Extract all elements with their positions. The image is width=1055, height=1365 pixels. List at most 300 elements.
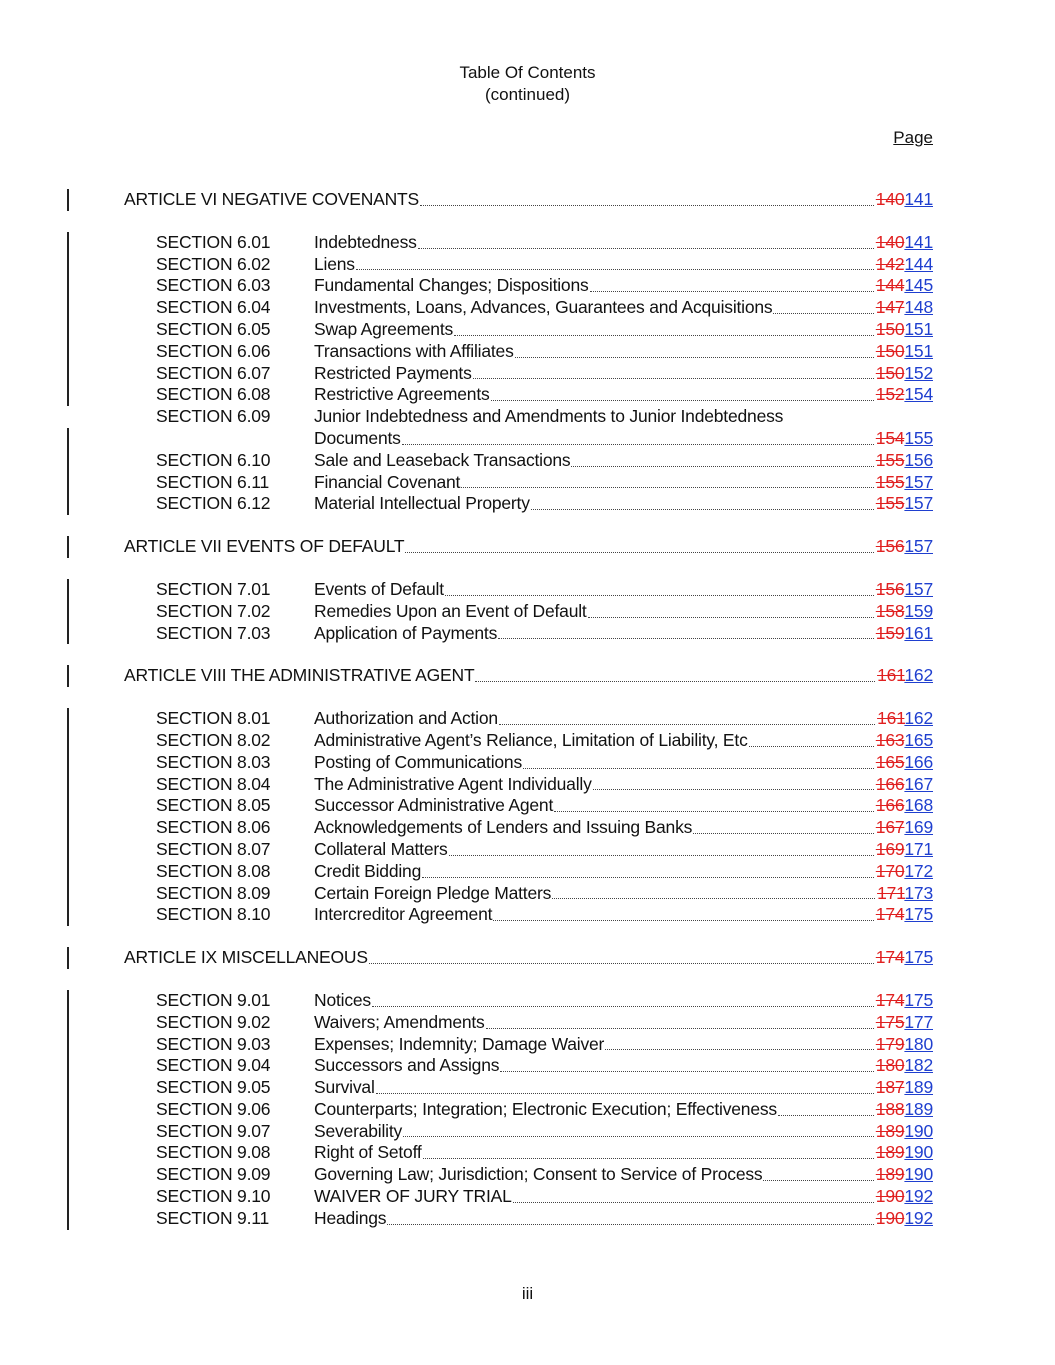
section-number: SECTION 9.03: [156, 1033, 271, 1054]
section-number: SECTION 9.08: [156, 1142, 271, 1163]
section-number: SECTION 8.05: [156, 795, 271, 816]
section-number: SECTION 9.11: [156, 1207, 270, 1228]
toc-section-row: [0, 883, 1055, 905]
deleted-page-number: 152: [875, 384, 905, 405]
page-ref: [877, 665, 933, 687]
section-number: SECTION 8.02: [156, 729, 271, 750]
inserted-page-link[interactable]: 173: [904, 882, 933, 903]
inserted-page-link[interactable]: 168: [904, 795, 933, 816]
dot-leader: [693, 817, 874, 834]
inserted-page-link[interactable]: 175: [904, 904, 933, 925]
page-column-label: Page: [893, 128, 933, 147]
inserted-page-link[interactable]: 190: [904, 1120, 933, 1141]
inserted-page-link[interactable]: 152: [904, 362, 933, 383]
section-number: SECTION 8.10: [156, 904, 271, 925]
deleted-page-number: 190: [875, 1207, 905, 1228]
toc-section-row: [0, 623, 1055, 645]
section-title: Fundamental Changes; Dispositions: [314, 275, 589, 296]
section-title: Certain Foreign Pledge Matters: [314, 882, 552, 903]
section-title: Indebtedness: [314, 231, 417, 252]
toc-entry-line: [314, 623, 933, 645]
section-title: Expenses; Indemnity; Damage Waiver: [314, 1033, 605, 1054]
toc-section-row: [0, 1142, 1055, 1164]
section-title: Material Intellectual Property: [314, 493, 530, 514]
change-bar: [67, 1186, 69, 1208]
change-bar: [67, 384, 69, 406]
section-title: Successors and Assigns: [314, 1055, 500, 1076]
inserted-page-link[interactable]: 157: [904, 493, 933, 514]
toc-spacer: [0, 211, 1055, 232]
section-title: Posting of Communications: [314, 751, 523, 772]
toc-section-row: [0, 839, 1055, 861]
deleted-page-number: 150: [875, 340, 905, 361]
page-ref: [876, 817, 933, 839]
section-title: Junior Indebtedness and Amendments to Junior Indebtedness: [314, 406, 784, 427]
change-bar: [67, 579, 69, 601]
section-title: Right of Setoff: [314, 1142, 422, 1163]
dot-leader: [403, 1121, 874, 1138]
dot-leader: [498, 623, 874, 640]
inserted-page-link[interactable]: 151: [904, 340, 933, 361]
toc-section-row: [0, 1077, 1055, 1099]
change-bar: [67, 1164, 69, 1186]
dot-leader: [473, 363, 874, 380]
section-title: Financial Covenant: [314, 471, 461, 492]
dot-leader: [387, 1208, 873, 1225]
toc-article-row: [0, 665, 1055, 687]
deleted-page-number: 163: [875, 729, 905, 750]
toc-entry-line: [314, 730, 933, 752]
inserted-page-link[interactable]: 189: [904, 1077, 933, 1098]
page-ref: [876, 947, 933, 969]
deleted-page-number: 140: [875, 189, 905, 209]
dot-leader: [499, 708, 875, 725]
toc-subtitle: (continued): [484, 85, 571, 104]
section-title: Application of Payments: [314, 622, 498, 643]
deleted-page-number: 154: [875, 427, 905, 448]
dot-leader: [461, 472, 874, 489]
deleted-page-number: 189: [875, 1120, 905, 1141]
toc-section-row: [0, 708, 1055, 730]
toc-section-row: [0, 428, 1055, 450]
inserted-page-link[interactable]: 156: [904, 449, 933, 470]
toc-entry-line: [314, 1186, 933, 1208]
change-bar: [67, 254, 69, 276]
section-number: SECTION 6.03: [156, 275, 271, 296]
change-bar: [67, 883, 69, 905]
deleted-page-number: 170: [875, 860, 905, 881]
page-ref: [876, 839, 933, 861]
dot-leader: [493, 904, 874, 921]
inserted-page-link[interactable]: 145: [904, 275, 933, 296]
deleted-page-number: 188: [875, 1098, 905, 1119]
inserted-page-link[interactable]: 162: [904, 665, 933, 686]
page-ref: [876, 774, 933, 796]
section-title: Transactions with Affiliates: [314, 340, 514, 361]
change-bar: [67, 341, 69, 363]
section-number: SECTION 9.09: [156, 1164, 271, 1185]
toc-entry-line: [314, 817, 933, 839]
toc-entry-line: [314, 472, 933, 494]
toc-section-row: [0, 1208, 1055, 1230]
deleted-page-number: 166: [875, 773, 905, 794]
dot-leader: [593, 774, 874, 791]
inserted-page-link[interactable]: 167: [904, 773, 933, 794]
inserted-page-link[interactable]: 166: [904, 751, 933, 772]
deleted-page-number: 156: [875, 536, 905, 557]
page-ref: [876, 990, 933, 1012]
toc-entry-line: [314, 601, 933, 623]
change-bar: [67, 1208, 69, 1230]
dot-leader: [372, 990, 874, 1007]
toc-spacer: [0, 515, 1055, 536]
toc-entry-line: [314, 450, 933, 472]
inserted-page-link[interactable]: 157: [904, 471, 933, 492]
section-title: Documents: [314, 427, 401, 448]
toc-header: [0, 62, 1055, 106]
deleted-page-number: 190: [875, 1186, 905, 1207]
toc-section-row: [0, 297, 1055, 319]
page-ref: [876, 623, 933, 645]
toc-entry-line: [314, 254, 933, 276]
toc-section-row: [0, 795, 1055, 817]
deleted-page-number: 161: [877, 708, 905, 729]
change-bar: [67, 319, 69, 341]
toc-section-row: [0, 232, 1055, 254]
toc-entry-line: [314, 1099, 933, 1121]
inserted-page-link[interactable]: 148: [904, 297, 933, 318]
toc-entry-line: [314, 428, 933, 450]
toc-section-row: [0, 1099, 1055, 1121]
change-bar: [67, 1099, 69, 1121]
dot-leader: [552, 883, 875, 900]
section-title: Severability: [314, 1120, 403, 1141]
deleted-page-number: 159: [875, 622, 905, 643]
section-number: SECTION 7.01: [156, 578, 271, 599]
deleted-page-number: 165: [875, 751, 905, 772]
toc-section-row: [0, 254, 1055, 276]
dot-leader: [418, 232, 874, 249]
change-bar: [67, 1012, 69, 1034]
deleted-page-number: 189: [875, 1142, 905, 1163]
section-title: Authorization and Action: [314, 708, 498, 729]
change-bar: [67, 861, 69, 883]
toc-entry-line: [314, 1164, 933, 1186]
section-number: SECTION 9.06: [156, 1098, 271, 1119]
toc-entry-line: [314, 904, 933, 926]
dot-leader: [554, 795, 874, 812]
dot-leader: [515, 341, 874, 358]
toc-entry-line: [124, 665, 933, 687]
toc-section-row: [0, 1055, 1055, 1077]
section-title: Waivers; Amendments: [314, 1011, 485, 1032]
article-title: ARTICLE VII EVENTS OF DEFAULT: [124, 536, 405, 557]
toc-spacer: [0, 558, 1055, 579]
toc-list: [0, 189, 1055, 1230]
section-number: SECTION 9.02: [156, 1011, 271, 1032]
inserted-page-link[interactable]: 192: [904, 1207, 933, 1228]
toc-entry-line: [314, 406, 933, 428]
dot-leader: [763, 1164, 873, 1181]
section-title: Restrictive Agreements: [314, 384, 490, 405]
toc-entry-line: [124, 536, 933, 558]
section-number: SECTION 6.08: [156, 384, 271, 405]
inserted-page-link[interactable]: 151: [904, 318, 933, 339]
section-title: Administrative Agent’s Reliance, Limitation of Liability, Etc: [314, 729, 748, 750]
inserted-page-link[interactable]: 182: [904, 1055, 933, 1076]
dot-leader: [588, 601, 874, 618]
page-ref: [876, 1012, 933, 1034]
change-bar: [67, 189, 69, 211]
toc-section-row: [0, 1186, 1055, 1208]
toc-entry-line: [314, 1055, 933, 1077]
deleted-page-number: 174: [875, 947, 905, 968]
inserted-page-link[interactable]: 141: [904, 189, 933, 209]
change-bar: [67, 493, 69, 515]
section-number: SECTION 6.07: [156, 362, 271, 383]
toc-entry-line: [314, 774, 933, 796]
page-ref: [876, 384, 933, 406]
page-ref: [876, 1142, 933, 1164]
change-bar: [67, 904, 69, 926]
dot-leader: [422, 861, 874, 878]
toc-section-row: [0, 904, 1055, 926]
change-bar: [67, 275, 69, 297]
dot-leader: [454, 319, 874, 336]
toc-section-row: [0, 450, 1055, 472]
deleted-page-number: 174: [875, 904, 905, 925]
page-ref: [876, 450, 933, 472]
page-ref: [876, 1208, 933, 1230]
section-number: SECTION 9.07: [156, 1120, 271, 1141]
inserted-page-link[interactable]: 189: [904, 1098, 933, 1119]
deleted-page-number: 171: [877, 882, 905, 903]
section-number: SECTION 8.01: [156, 708, 271, 729]
page-ref: [876, 341, 933, 363]
inserted-page-link[interactable]: 154: [904, 384, 933, 405]
toc-entry-line: [314, 275, 933, 297]
dot-leader: [571, 450, 873, 467]
inserted-page-link[interactable]: 157: [904, 578, 933, 599]
page-ref: [876, 1077, 933, 1099]
toc-section-row: [0, 579, 1055, 601]
toc-section-row: [0, 384, 1055, 406]
section-title: Headings: [314, 1207, 387, 1228]
toc-entry-line: [124, 189, 933, 211]
page-number: iii: [521, 1284, 534, 1303]
section-number: SECTION 6.06: [156, 340, 271, 361]
toc-entry-line: [124, 947, 933, 969]
change-bar: [67, 839, 69, 861]
dot-leader: [376, 1077, 874, 1094]
section-number: SECTION 6.11: [156, 471, 270, 492]
change-bar: [67, 450, 69, 472]
page-ref: [876, 861, 933, 883]
toc-section-row: [0, 1164, 1055, 1186]
toc-section-row: [0, 774, 1055, 796]
toc-entry-line: [314, 1121, 933, 1143]
toc-article-row: [0, 189, 1055, 211]
page-ref: [876, 319, 933, 341]
dot-leader: [773, 297, 873, 314]
deleted-page-number: 189: [875, 1164, 905, 1185]
toc-article-row: [0, 947, 1055, 969]
deleted-page-number: 187: [875, 1077, 905, 1098]
section-number: SECTION 9.10: [156, 1186, 271, 1207]
page-ref: [876, 904, 933, 926]
section-number: SECTION 9.05: [156, 1077, 271, 1098]
change-bar: [67, 990, 69, 1012]
deleted-page-number: 150: [875, 362, 905, 383]
toc-entry-line: [314, 752, 933, 774]
change-bar: [67, 536, 69, 558]
inserted-page-link[interactable]: 192: [904, 1186, 933, 1207]
change-bar: [67, 947, 69, 969]
section-title: Liens: [314, 253, 355, 274]
toc-article-row: [0, 536, 1055, 558]
inserted-page-link[interactable]: 177: [904, 1011, 933, 1032]
section-number: SECTION 6.01: [156, 231, 271, 252]
toc-spacer: [0, 926, 1055, 947]
page-ref: [876, 579, 933, 601]
dot-leader: [749, 730, 874, 747]
change-bar: [67, 708, 69, 730]
inserted-page-link[interactable]: 161: [904, 622, 933, 643]
section-title: Events of Default: [314, 578, 444, 599]
change-bar: [67, 472, 69, 494]
inserted-page-link[interactable]: 175: [904, 947, 933, 968]
change-bar: [67, 363, 69, 385]
dot-leader: [531, 493, 874, 510]
toc-section-row: [0, 601, 1055, 623]
section-number: SECTION 8.03: [156, 751, 271, 772]
section-number: SECTION 6.05: [156, 318, 271, 339]
dot-leader: [500, 1055, 874, 1072]
section-number: SECTION 8.08: [156, 860, 271, 881]
inserted-page-link[interactable]: 157: [904, 536, 933, 557]
inserted-page-link[interactable]: 159: [904, 600, 933, 621]
toc-entry-line: [314, 883, 933, 905]
inserted-page-link[interactable]: 169: [904, 817, 933, 838]
page-ref: [876, 1186, 933, 1208]
page-ref: [876, 275, 933, 297]
page-ref: [876, 493, 933, 515]
page-ref: [876, 189, 933, 211]
change-bar: [67, 232, 69, 254]
inserted-page-link[interactable]: 144: [904, 253, 933, 274]
page-ref: [876, 254, 933, 276]
inserted-page-link[interactable]: 175: [904, 989, 933, 1010]
deleted-page-number: 150: [875, 318, 905, 339]
toc-title: Table Of Contents: [459, 63, 596, 82]
section-title: Restricted Payments: [314, 362, 472, 383]
toc-entry-line: [314, 341, 933, 363]
inserted-page-link[interactable]: 171: [904, 838, 933, 859]
toc-entry-line: [314, 839, 933, 861]
dot-leader: [523, 752, 874, 769]
deleted-page-number: 142: [875, 253, 905, 274]
change-bar: [67, 428, 69, 450]
change-bar: [67, 1055, 69, 1077]
deleted-page-number: 175: [875, 1011, 905, 1032]
deleted-page-number: 174: [875, 989, 905, 1010]
change-bar: [67, 665, 69, 687]
dot-leader: [486, 1012, 874, 1029]
section-number: SECTION 8.07: [156, 838, 271, 859]
toc-entry-line: [314, 493, 933, 515]
section-number: SECTION 8.04: [156, 773, 271, 794]
page-ref: [876, 752, 933, 774]
deleted-page-number: 169: [875, 838, 905, 859]
deleted-page-number: 147: [875, 297, 905, 318]
dot-leader: [778, 1099, 874, 1116]
section-number: SECTION 6.04: [156, 297, 271, 318]
toc-spacer: [0, 644, 1055, 665]
toc-section-row: [0, 990, 1055, 1012]
section-title: Intercreditor Agreement: [314, 904, 493, 925]
inserted-page-link[interactable]: 172: [904, 860, 933, 881]
dot-leader: [423, 1142, 874, 1159]
page-ref: [877, 708, 933, 730]
change-bar: [67, 817, 69, 839]
toc-section-row: [0, 472, 1055, 494]
section-number: SECTION 8.09: [156, 882, 271, 903]
section-title: Governing Law; Jurisdiction; Consent to Service of Process: [314, 1164, 763, 1185]
inserted-page-link[interactable]: 190: [904, 1164, 933, 1185]
dot-leader: [356, 254, 874, 271]
section-number: SECTION 8.06: [156, 817, 271, 838]
deleted-page-number: 158: [875, 600, 905, 621]
change-bar: [67, 623, 69, 645]
page-ref: [876, 232, 933, 254]
section-number: SECTION 6.09: [156, 406, 271, 427]
section-title: Investments, Loans, Advances, Guarantees and Acquisitions: [314, 297, 773, 318]
deleted-page-number: 161: [877, 665, 905, 686]
deleted-page-number: 155: [875, 471, 905, 492]
change-bar: [67, 752, 69, 774]
inserted-page-link[interactable]: 141: [904, 231, 933, 252]
deleted-page-number: 179: [875, 1033, 905, 1054]
section-number: SECTION 9.01: [156, 989, 271, 1010]
toc-section-row: [0, 275, 1055, 297]
page-ref: [876, 601, 933, 623]
toc-section-row: [0, 817, 1055, 839]
toc-section-row: [0, 493, 1055, 515]
inserted-page-link[interactable]: 162: [904, 708, 933, 729]
inserted-page-link[interactable]: 155: [904, 427, 933, 448]
section-title: Remedies Upon an Event of Default: [314, 600, 587, 621]
change-bar: [67, 601, 69, 623]
article-title: ARTICLE VIII THE ADMINISTRATIVE AGENT: [124, 665, 475, 686]
inserted-page-link[interactable]: 190: [904, 1142, 933, 1163]
change-bar: [67, 297, 69, 319]
toc-entry-line: [314, 319, 933, 341]
page-ref: [876, 428, 933, 450]
change-bar: [67, 730, 69, 752]
page-ref: [876, 536, 933, 558]
toc-entry-line: [314, 297, 933, 319]
inserted-page-link[interactable]: 165: [904, 729, 933, 750]
toc-section-row: [0, 730, 1055, 752]
toc-entry-line: [314, 990, 933, 1012]
dot-leader: [405, 536, 873, 553]
inserted-page-link[interactable]: 180: [904, 1033, 933, 1054]
article-title: ARTICLE IX MISCELLANEOUS: [124, 947, 368, 968]
dot-leader: [420, 189, 874, 206]
toc-entry-line: [314, 861, 933, 883]
toc-entry-line: [314, 232, 933, 254]
change-bar: [67, 1077, 69, 1099]
